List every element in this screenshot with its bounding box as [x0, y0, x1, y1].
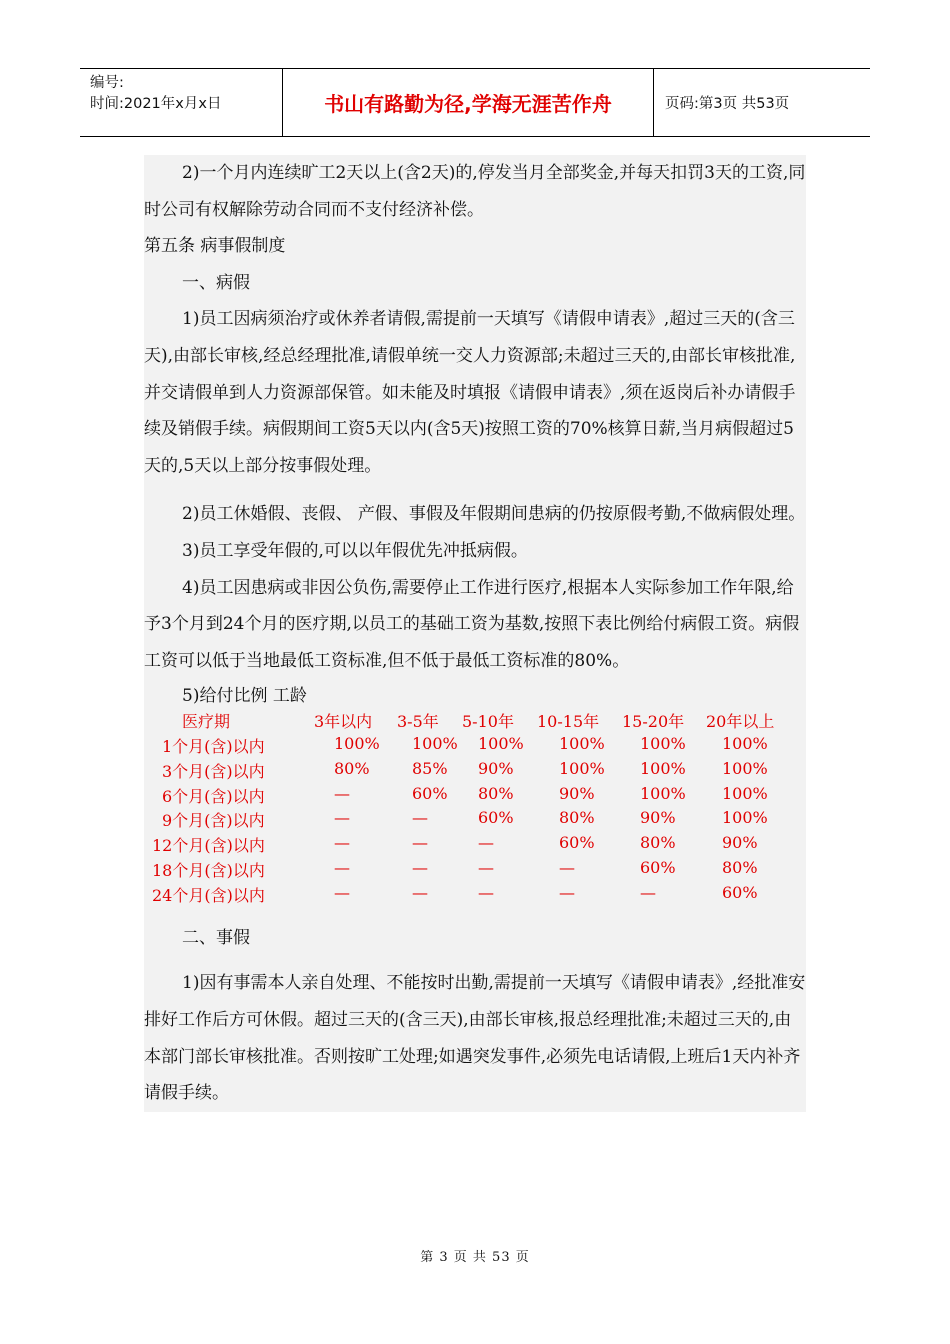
- paragraph-sick-5: 5)给付比例 工龄: [182, 686, 307, 707]
- table-col-header: 3年以内: [314, 712, 373, 732]
- table-cell: 90%: [478, 759, 514, 778]
- table-cell: —: [640, 882, 656, 902]
- table-row-label: 18个月(含)以内: [152, 860, 265, 880]
- table-row: [144, 858, 806, 883]
- paragraph-absence-2: 2)一个月内连续旷工2天以上(含2天)的,停发当月全部奖金,并每天扣罚3天的工资,同时公司有权解除劳动合同而不支付经济补偿。: [144, 163, 806, 220]
- table-cell: —: [559, 857, 575, 877]
- table-cell: 100%: [478, 734, 524, 754]
- table-col-header: 5-10年: [462, 712, 514, 732]
- table-cell: 85%: [412, 759, 448, 778]
- table-cell: —: [334, 833, 350, 853]
- header-motto: 书山有路勤为径,学海无涯苦作舟: [283, 69, 654, 136]
- table-cell: 90%: [640, 808, 676, 828]
- article-heading: 第五条 病事假制度: [144, 236, 286, 257]
- table-cell: —: [559, 882, 575, 902]
- table-cell: —: [334, 783, 350, 803]
- paragraph-personal-1: 1)因有事需本人亲自处理、不能按时出勤,需提前一天填写《请假申请表》,经批准安排好工作后方可休假。超过三天的(含三天),由部长审核,报总经理批准;未超过三天的,由本部门部长审核批准。否则按旷工处理;如遇突发事件,必须先电话请假,上班后1天内补齐请假手续。: [144, 973, 806, 1104]
- table-cell: 100%: [640, 734, 686, 754]
- page-footer: 第 3 页 共 53 页: [420, 1250, 530, 1265]
- table-col-header: 15-20年: [622, 712, 685, 732]
- table-cell: 90%: [559, 783, 595, 803]
- table-cell: 60%: [640, 857, 676, 877]
- table-cell: —: [412, 857, 428, 877]
- table-cell: 100%: [640, 783, 686, 803]
- table-cell: 80%: [559, 808, 595, 828]
- table-row-label: 3个月(含)以内: [162, 762, 265, 781]
- table-cell: 60%: [559, 833, 595, 853]
- table-row-label: 24个月(含)以内: [152, 885, 265, 905]
- table-row: [144, 759, 806, 784]
- pay-ratio-table: [144, 709, 806, 923]
- table-cell: 60%: [478, 808, 514, 828]
- table-cell: —: [412, 808, 428, 828]
- table-cell: —: [478, 833, 494, 853]
- table-cell: 100%: [559, 759, 605, 778]
- document-date: 时间:2021年x月x日: [90, 96, 222, 112]
- table-cell: 60%: [412, 783, 448, 803]
- section-heading-personal-leave: 二、事假: [182, 928, 250, 949]
- table-cell: 100%: [722, 759, 768, 778]
- table-cell: 60%: [722, 882, 758, 902]
- table-cell: —: [334, 808, 350, 828]
- table-cell: 100%: [559, 734, 605, 754]
- table-col-header: 20年以上: [706, 712, 775, 732]
- table-row-label: 1个月(含)以内: [162, 737, 265, 757]
- table-cell: 90%: [722, 833, 758, 853]
- table-header-label: 医疗期: [182, 712, 231, 732]
- table-row: [144, 808, 806, 833]
- table-cell: —: [412, 882, 428, 902]
- table-row-label: 12个月(含)以内: [152, 836, 265, 856]
- table-cell: 100%: [640, 759, 686, 778]
- table-cell: 100%: [412, 734, 458, 754]
- table-row: [144, 734, 806, 759]
- table-cell: —: [478, 882, 494, 902]
- table-cell: 100%: [722, 734, 768, 754]
- section-heading-sick-leave: 一、病假: [182, 272, 250, 293]
- table-cell: —: [334, 882, 350, 902]
- document-number: 编号:: [90, 75, 124, 91]
- paragraph-sick-4: 4)员工因患病或非因公负伤,需要停止工作进行医疗,根据本人实际参加工作年限,给予3个月到24个月的医疗期,以员工的基础工资为基数,按照下表比例给付病假工资。病假工资可以低于当地最低工资标准,但不低于最低工资标准的80%。: [144, 577, 800, 671]
- table-cell: —: [478, 857, 494, 877]
- table-cell: 80%: [478, 783, 514, 803]
- table-cell: 80%: [722, 857, 758, 877]
- table-cell: —: [334, 857, 350, 877]
- table-col-header: 10-15年: [537, 712, 600, 732]
- document-body: [144, 155, 806, 1112]
- table-row: [144, 833, 806, 858]
- paragraph-sick-3: 3)员工享受年假的,可以以年假优先冲抵病假。: [182, 540, 528, 561]
- table-cell: 80%: [640, 833, 676, 853]
- header-meta: [80, 69, 283, 136]
- page-header: [80, 68, 870, 137]
- table-row-label: 9个月(含)以内: [162, 811, 265, 831]
- paragraph-sick-2: 2)员工休婚假、丧假、 产假、事假及年假期间患病的仍按原假考勤,不做病假处理。: [182, 504, 806, 525]
- table-cell: 80%: [334, 759, 370, 778]
- header-page-number: 页码:第3页 共53页: [665, 96, 790, 112]
- table-row: [144, 883, 806, 908]
- table-cell: 100%: [334, 734, 380, 754]
- table-row-label: 6个月(含)以内: [162, 786, 265, 806]
- paragraph-sick-1: 1)员工因病须治疗或休养者请假,需提前一天填写《请假申请表》,超过三天的(含三天),由部长审核,经总经理批准,请假单统一交人力资源部;未超过三天的,由部长审核批准,并交请假单到人力资源部保管。如未能及时填报《请假申请表》,须在返岗后补办请假手续及销假手续。病假期间工资5天以内(含5天)按照工资的70%核算日薪,当月病假超过5天的,5天以上部分按事假处理。: [144, 309, 796, 476]
- table-cell: 100%: [722, 808, 768, 828]
- table-cell: —: [412, 833, 428, 853]
- table-col-header: 3-5年: [397, 712, 439, 732]
- table-cell: 100%: [722, 783, 768, 803]
- ratio-table-header: [144, 709, 806, 734]
- table-row: [144, 784, 806, 809]
